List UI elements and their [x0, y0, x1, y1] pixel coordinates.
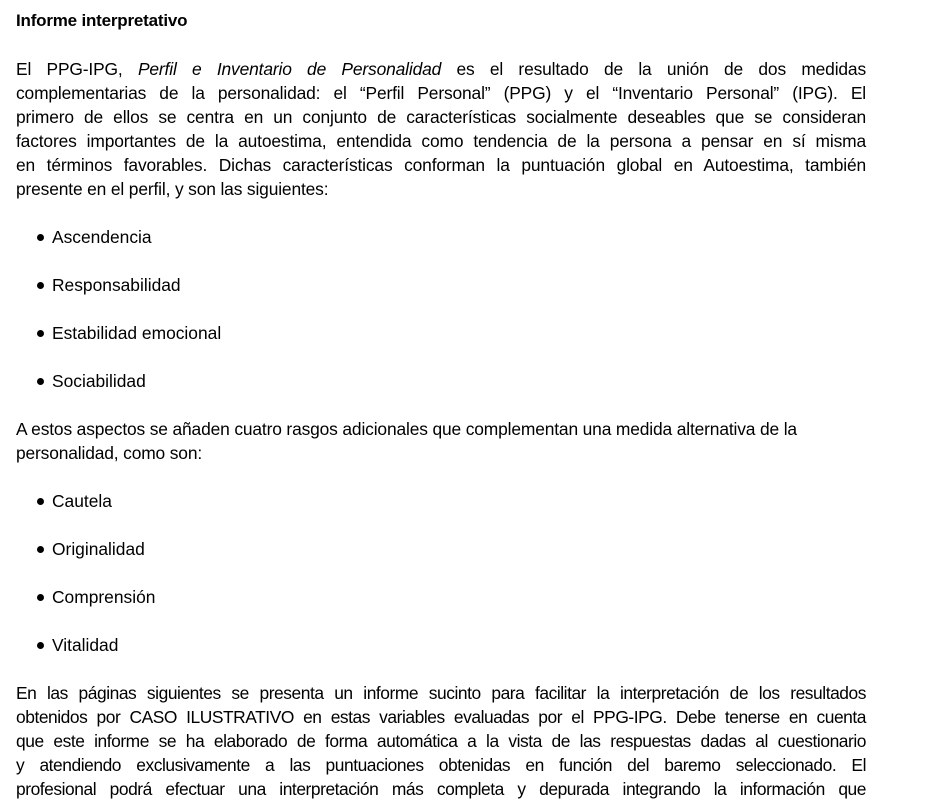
- intro-line-6: presente en el perfil, y son las siguientes:: [16, 179, 329, 199]
- closing-line-5: profesional podrá efectuar una interpretación más completa y depurada integrando la información que: [16, 779, 866, 799]
- closing-line-2: obtenidos por CASO ILUSTRATIVO en estas variables evaluadas por el PPG-IPG. Debe tenerse en cuenta: [16, 707, 866, 727]
- list-item-label: Ascendencia: [52, 227, 152, 247]
- bullet-dot-icon: [37, 330, 44, 337]
- bullet-dot-icon: [37, 546, 44, 553]
- list-item-label: Vitalidad: [52, 635, 119, 655]
- bullet-dot-icon: [37, 498, 44, 505]
- closing-line-4: y atendiendo exclusivamente a las puntuaciones obtenidas en función del baremo seleccionado. El: [16, 755, 866, 775]
- intro-line-2: complementarias de la personalidad: el “Perfil Personal” (PPG) y el “Inventario Personal” (IPG). El: [16, 83, 866, 103]
- middle-paragraph: [16, 417, 866, 465]
- list-item-label: Comprensión: [52, 587, 156, 607]
- list-item: [37, 585, 155, 609]
- bullet-dot-icon: [37, 594, 44, 601]
- list-item: [37, 489, 112, 513]
- intro-line-1-post: es el resultado de la unión de dos medidas: [441, 59, 866, 79]
- closing-line-3: que este informe se ha elaborado de forma automática a la vista de las respuestas dadas al cuestionario: [16, 731, 866, 751]
- list-item: [37, 273, 181, 297]
- bullet-dot-icon: [37, 234, 44, 241]
- list-item-label: Responsabilidad: [52, 275, 181, 295]
- list-item: [37, 537, 145, 561]
- bullet-dot-icon: [37, 642, 44, 649]
- list-item-label: Sociabilidad: [52, 371, 146, 391]
- list-item: [37, 225, 152, 249]
- intro-line-5: en términos favorables. Dichas características conforman la puntuación global en Autoestima, también: [16, 155, 866, 175]
- closing-paragraph: [16, 681, 866, 801]
- list-item: [37, 369, 146, 393]
- list-item: [37, 633, 118, 657]
- closing-line-1: En las páginas siguientes se presenta un informe sucinto para facilitar la interpretación de los resultados: [16, 683, 866, 703]
- intro-line-4: factores importantes de la autoestima, entendida como tendencia de la persona a pensar en sí misma: [16, 131, 866, 151]
- list-item-label: Cautela: [52, 491, 112, 511]
- intro-paragraph: [16, 57, 866, 201]
- intro-line-1: [16, 57, 866, 81]
- list-item-label: Estabilidad emocional: [52, 323, 222, 343]
- list-item: [37, 321, 221, 345]
- middle-line-1: A estos aspectos se añaden cuatro rasgos adicionales que complementan una medida alternativa de la: [16, 419, 797, 439]
- bullet-dot-icon: [37, 282, 44, 289]
- middle-line-2: personalidad, como son:: [16, 443, 203, 463]
- bullet-dot-icon: [37, 378, 44, 385]
- intro-line-1-pre: El PPG-IPG,: [16, 59, 138, 79]
- intro-line-3: primero de ellos se centra en un conjunto de características socialmente deseables que se consideran: [16, 107, 866, 127]
- list-item-label: Originalidad: [52, 539, 145, 559]
- section-heading: Informe interpretativo: [16, 11, 188, 30]
- test-name-italic: Perfil e Inventario de Personalidad: [137, 59, 442, 79]
